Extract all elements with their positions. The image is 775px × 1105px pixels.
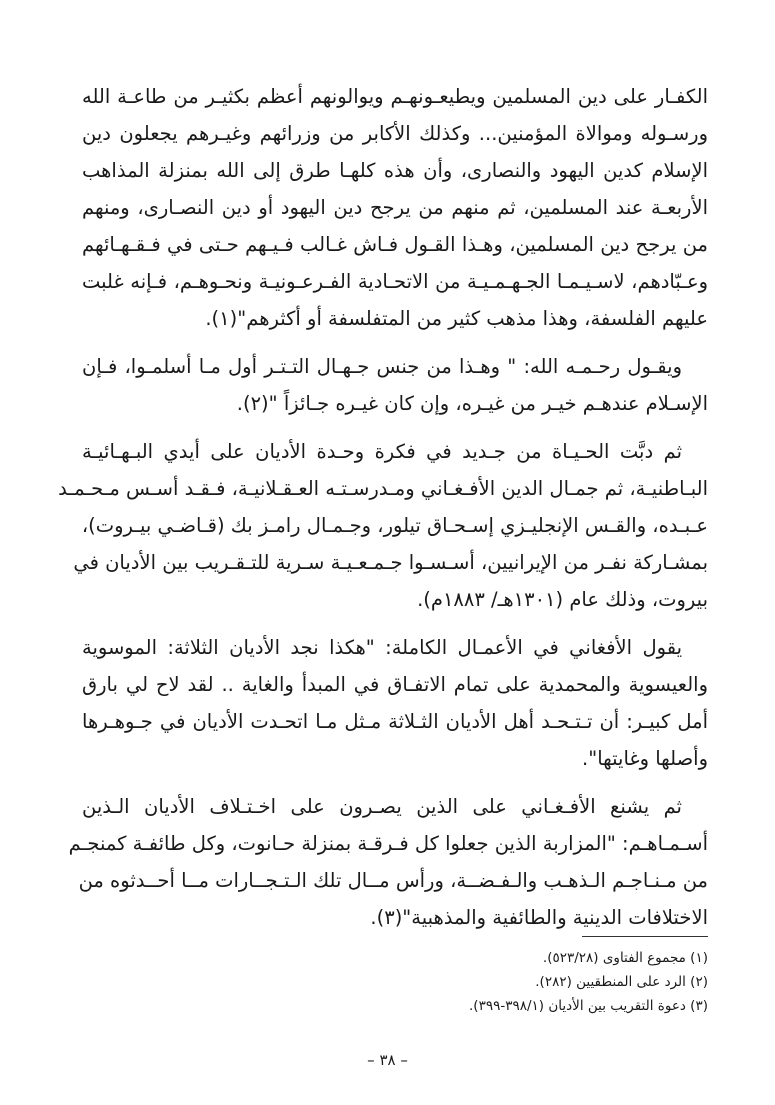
paragraph-5: [68, 788, 708, 936]
text-line: أسـمـاهـم: "المزاربة الذين جعلوا كل فـرقـة بمنزلة حـانوت، وكل طائفـة كمنجـم: [68, 832, 708, 855]
text-line: عليهم الفلسفة، وهذا مذهب كثير من المتفلسفة أو أكثرهم"(١).: [205, 307, 708, 330]
footnote-3: (٣) دعوة التقريب بين الأديان (٣٩٨/١-٣٩٩).: [469, 998, 708, 1014]
text-line: يقول الأفغاني في الأعمـال الكاملة: "هكذا نجد الأديان الثلاثة: الموسوية: [82, 636, 682, 659]
page-number: – ٣٨ –: [367, 1051, 408, 1069]
text-line: الأربعـة عند المسلمين، ثم منهم من يرجح دين اليهود أو دين النصـارى، ومنهم: [82, 196, 708, 219]
footnote-divider: [582, 936, 708, 937]
footnotes: [288, 946, 708, 1018]
footnote-2: (٢) الرد على المنطقيين (٢٨٢).: [535, 974, 708, 990]
text-line: ثم يشنع الأفـغـاني على الذين يصـرون على اخـتـلاف الأديان الـذين: [82, 795, 682, 818]
text-line: والعيسوية والمحمدية على تمام الاتفـاق في المبدأ والغاية .. لقد لاح لي بارق: [82, 673, 708, 696]
paragraph-2: [82, 348, 708, 422]
text-line: بمشـاركة نفـر من الإيرانيين، أسـسـوا جـمـعـيـة سـرية للتـقـريب بين الأديان في: [73, 551, 708, 574]
text-line: بيروت، وذلك عام (١٣٠١هـ/ ١٨٨٣م).: [417, 588, 708, 611]
page-body: [58, 78, 708, 947]
text-line: الكفـار على دين المسلمين ويطيعـونهـم ويوالونهم أعظم بكثيـر من طاعـة الله: [82, 85, 708, 108]
text-line: وعـبّادهم، لاسـيـمـا الجـهـمـيـة من الاتحـادية الفـرعـونيـة ونحـوهـم، فـإنه غلبت: [82, 270, 708, 293]
paragraph-1: [82, 78, 708, 337]
text-line: ثم دبَّت الحـيـاة من جـديد في فكرة وحـدة الأديان على أيدي البـهـائيـة: [82, 440, 682, 463]
text-line: الإسـلام عندهـم خيـر من غيـره، وإن كان غيـره جـائزاً "(٢).: [236, 392, 708, 415]
text-line: عـبـده، والقـس الإنجليـزي إسـحـاق تيلور، وجـمـال رامـز بك (قـاضـي بيـروت)،: [81, 514, 708, 537]
footnote-1: (١) مجموع الفتاوى (٥٢٣/٢٨).: [542, 950, 708, 966]
text-line: الإسلام كدين اليهود والنصارى، وأن هذه كلهـا طرق إلى الله بمنزلة المذاهب: [82, 159, 708, 182]
paragraph-4: [82, 629, 708, 777]
text-line: وأصلها وغايتها".: [582, 747, 708, 770]
text-line: ورسـوله وموالاة المؤمنين... وكذلك الأكابر من وزرائهم وغيـرهم يجعلون دين: [82, 122, 708, 145]
text-line: أمل كبيـر: أن تـتـحـد أهل الأديان الثـلاثة مـثل مـا اتحـدت الأديان في جـوهـرها: [82, 710, 708, 733]
paragraph-3: [58, 433, 708, 618]
text-line: البـاطنيـة، ثم جمـال الدين الأفـغـاني ومـدرسـتـه العـقـلانيـة، فـقـد أسـس مـحـمـد: [58, 477, 708, 500]
text-line: ويقـول رحـمـه الله: " وهـذا من جنس جـهـال التـتـر أول مـا أسلمـوا، فـإن: [82, 355, 682, 378]
text-line: من مـنـاجـم الـذهـب والـفـضــة، ورأس مــال تلك الـتـجــارات مــا أحــدثوه من: [78, 869, 708, 892]
text-line: الاختلافات الدينية والطائفية والمذهبية"(٣).: [370, 906, 708, 929]
text-line: من يرجح دين المسلمين، وهـذا القـول فـاش غـالب فـيـهم حـتى في فـقـهـائهم: [82, 233, 708, 256]
